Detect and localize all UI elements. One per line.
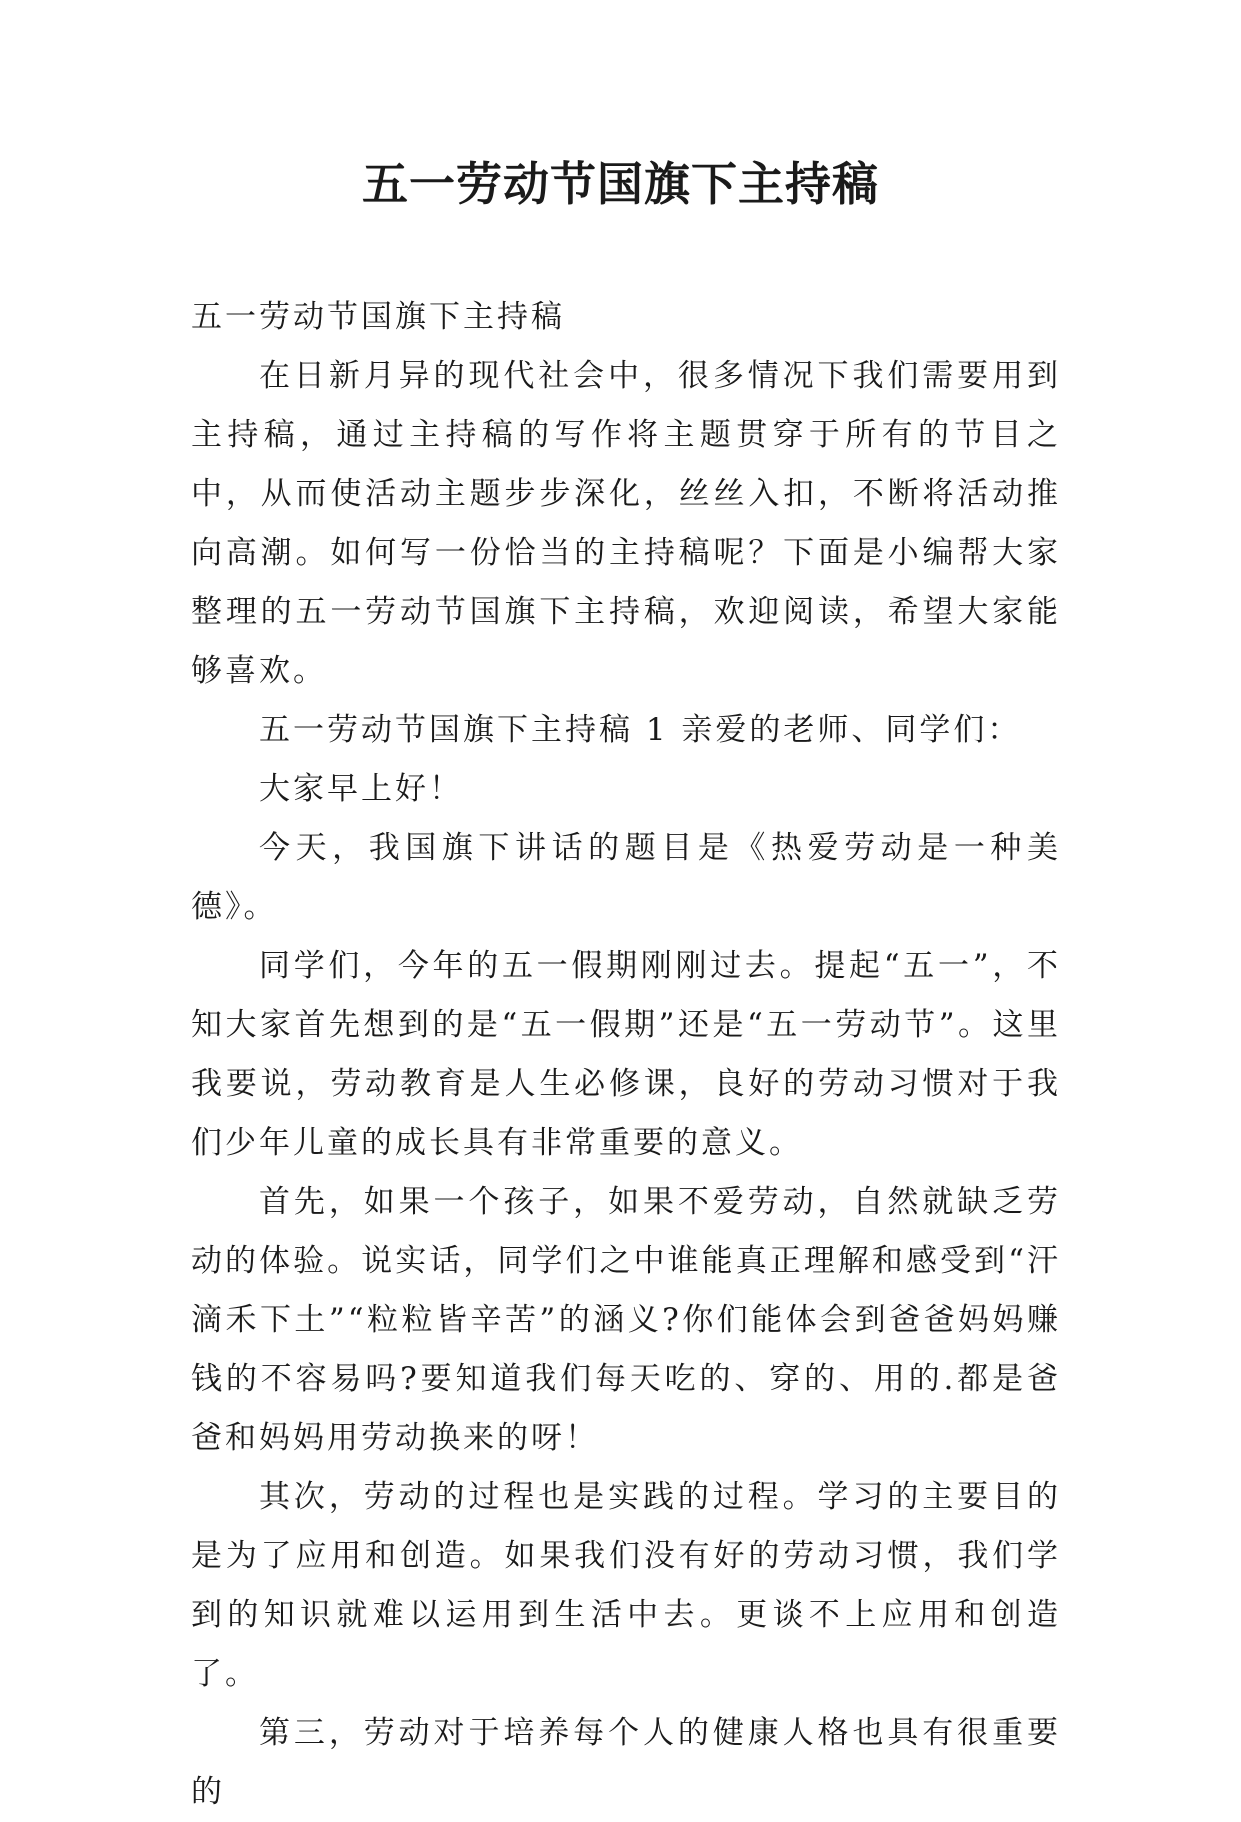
paragraph-holiday: 同学们，今年的五一假期刚刚过去。提起“五一”，不知大家首先想到的是“五一假期”还是“五一劳动节”。这里我要说，劳动教育是人生必修课，良好的劳动习惯对于我们少年儿童的成长具有非常重要的意义。 (191, 948, 1061, 1161)
paragraph-third-point: 第三，劳动对于培养每个人的健康人格也具有很重要的 (191, 1715, 1061, 1810)
paragraph-intro: 在日新月异的现代社会中，很多情况下我们需要用到主持稿，通过主持稿的写作将主题贯穿于所有的节目之中，从而使活动主题步步深化，丝丝入扣，不断将活动推向高潮。如何写一份恰当的主持稿呢？下面是小编帮大家整理的五一劳动节国旗下主持稿，欢迎阅读，希望大家能够喜欢。 (191, 358, 1061, 689)
paragraph-salutation: 五一劳动节国旗下主持稿 1 亲爱的老师、同学们： (259, 712, 1022, 748)
paragraph-topic: 今天，我国旗下讲话的题目是《热爱劳动是一种美德》。 (191, 830, 1061, 925)
paragraph-second-point: 其次，劳动的过程也是实践的过程。学习的主要目的是为了应用和创造。如果我们没有好的劳动习惯，我们学到的知识就难以运用到生活中去。更谈不上应用和创造了。 (191, 1479, 1061, 1692)
paragraph-first-point: 首先，如果一个孩子，如果不爱劳动，自然就缺乏劳动的体验。说实话，同学们之中谁能真正理解和感受到“汗滴禾下土”“粒粒皆辛苦”的涵义?你们能体会到爸爸妈妈赚钱的不容易吗?要知道我们每天吃的、穿的、用的.都是爸爸和妈妈用劳动换来的呀！ (191, 1184, 1061, 1456)
document-body (191, 288, 1061, 1822)
paragraph-greeting: 大家早上好！ (259, 771, 463, 807)
document-title: 五一劳动节国旗下主持稿 (362, 157, 879, 211)
paragraph-heading: 五一劳动节国旗下主持稿 (191, 299, 565, 335)
